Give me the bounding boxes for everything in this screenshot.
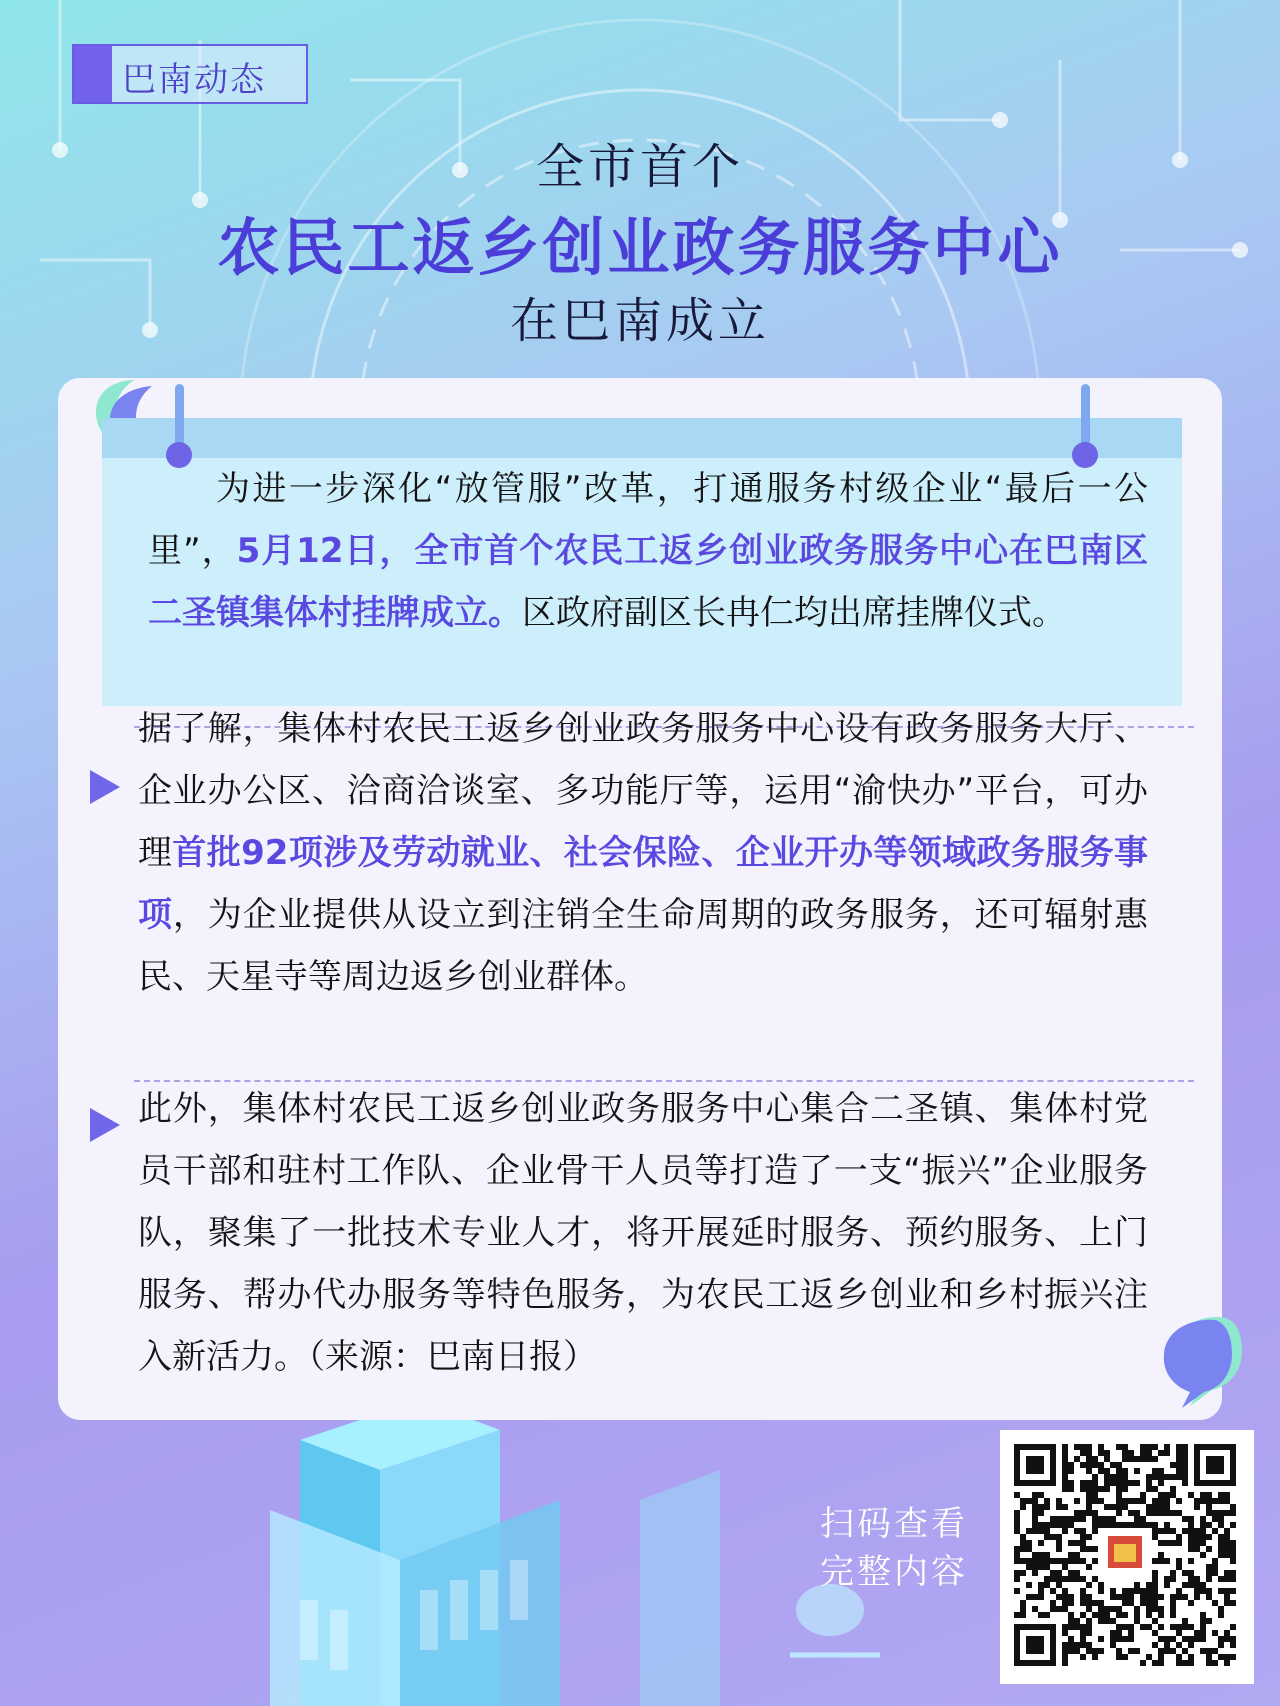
qr-code-image <box>1000 1430 1254 1684</box>
triangle-bullet-icon <box>90 770 120 804</box>
scan-caption <box>820 1500 968 1596</box>
scan-caption-line2: 完整内容 <box>820 1552 968 1592</box>
paragraph-3 <box>138 1078 1148 1388</box>
para3-text: 此外，集体村农民工返乡创业政务服务中心集合二圣镇、集体村党员干部和驻村工作队、企业骨干人员等打造了一支“振兴”企业服务队，聚集了一批技术专业人才，将开展延时服务、预约服务、上门服务、帮办代办服务等特色服务，为农民工返乡创业和乡村振兴注入新活力。（来源：巴南日报） <box>138 1089 1148 1377</box>
triangle-bullet-icon <box>90 1108 120 1142</box>
qr-code[interactable] <box>1000 1430 1254 1684</box>
paragraph-2 <box>138 698 1148 1008</box>
intro-band <box>102 418 1182 458</box>
intro-paragraph <box>148 458 1148 644</box>
title-line-2: 农民工返乡创业政务服务中心 <box>217 211 1063 284</box>
title-line-1: 全市首个 <box>535 139 744 195</box>
intro-text-highlight: 5月12日，全市首个农民工返乡创业政务服务中心在巴南区二圣镇集体村挂牌成立。 <box>148 531 1148 633</box>
para2-text-highlight: 首批92项涉及劳动就业、社会保险、企业开办等领域政务服务事项 <box>138 833 1149 935</box>
scan-caption-line1: 扫码查看 <box>820 1504 968 1544</box>
tag-stripe <box>74 46 112 102</box>
para2-text-pre: 据了解，集体村农民工返乡创业政务服务中心设有政务服务大厅、企业办公区、洽商洽谈室、多功能厅等，运用“渝快办”平台，可办理 <box>138 709 1148 873</box>
tag-label: 巴南动态 <box>122 60 266 100</box>
article-card <box>58 378 1222 1420</box>
intro-text-pre: 为进一步深化“放管服”改革，打通服务村级企业“最后一公里”， <box>148 469 1148 571</box>
category-tag <box>72 44 308 104</box>
title-line-3: 在巴南成立 <box>509 293 770 349</box>
para2-text-post: ，为企业提供从设立到注销全生命周期的政务服务，还可辐射惠民、天星寺等周边返乡创业群体。 <box>138 895 1149 997</box>
intro-text-post: 区政府副区长冉仁均出席挂牌仪式。 <box>522 593 1066 633</box>
speech-bubble-icon <box>1156 1308 1246 1408</box>
